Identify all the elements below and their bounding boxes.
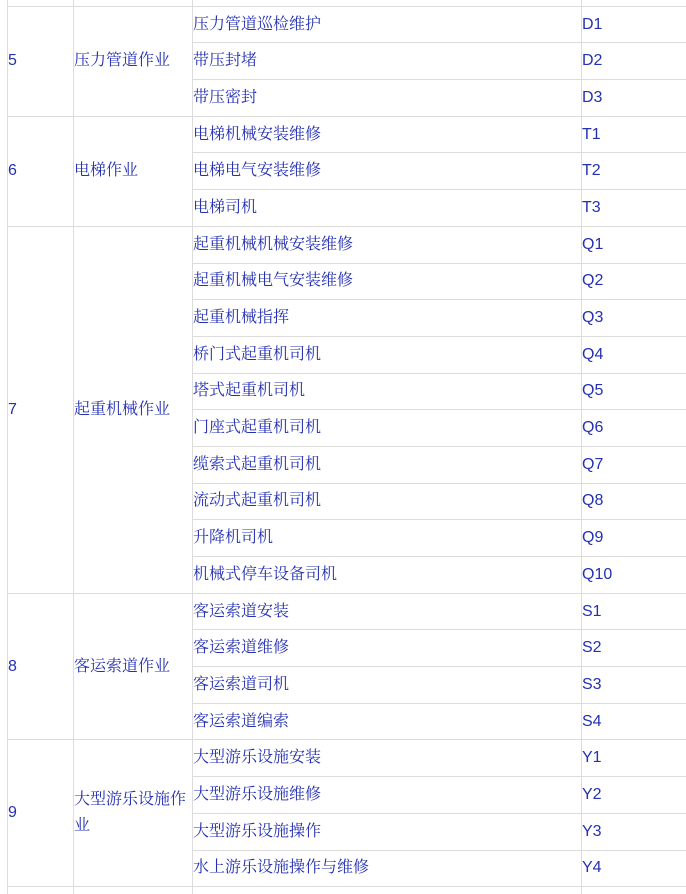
item-code-cell: D2 (582, 43, 686, 80)
item-code-cell: D3 (582, 80, 686, 117)
item-code-cell: Q6 (582, 410, 686, 447)
item-code-cell: S2 (582, 630, 686, 667)
table-row (8, 6, 686, 43)
item-code-cell (582, 887, 686, 894)
item-name-cell: 门座式起重机司机 (193, 410, 582, 447)
item-name-cell: 客运索道编索 (193, 703, 582, 740)
item-name-cell: 升降机司机 (193, 520, 582, 557)
row-number-cell: 6 (8, 116, 74, 226)
item-code-cell: Q5 (582, 373, 686, 410)
item-code-cell: Q2 (582, 263, 686, 300)
row-number-cell: 8 (8, 593, 74, 740)
item-code-cell: T2 (582, 153, 686, 190)
item-code-cell: D1 (582, 6, 686, 43)
item-code-cell: Q1 (582, 226, 686, 263)
item-code-cell: Q8 (582, 483, 686, 520)
item-name-cell: 起重机械指挥 (193, 300, 582, 337)
item-name-cell: 起重机械电气安装维修 (193, 263, 582, 300)
item-code-cell: Y4 (582, 850, 686, 887)
item-name-cell: 客运索道司机 (193, 667, 582, 704)
row-number-cell (8, 887, 74, 894)
table-row (8, 226, 686, 263)
category-cell: 起重机械作业 (74, 226, 193, 593)
item-name-cell: 带压密封 (193, 80, 582, 117)
table-row (8, 740, 686, 777)
category-cell: 客运索道作业 (74, 593, 193, 740)
table-row (8, 593, 686, 630)
item-code-cell: Q4 (582, 336, 686, 373)
item-code-cell: Q10 (582, 557, 686, 594)
item-code-cell: Q3 (582, 300, 686, 337)
item-name-cell: 客运索道安装 (193, 593, 582, 630)
item-code-cell: Y2 (582, 777, 686, 814)
item-code-cell: S4 (582, 703, 686, 740)
item-name-cell: 电梯司机 (193, 190, 582, 227)
item-name-cell: 电梯机械安装维修 (193, 116, 582, 153)
item-code-cell: Q9 (582, 520, 686, 557)
item-name-cell (193, 887, 582, 894)
item-code-cell: Y1 (582, 740, 686, 777)
row-number-cell: 7 (8, 226, 74, 593)
item-name-cell: 桥门式起重机司机 (193, 336, 582, 373)
item-name-cell: 大型游乐设施安装 (193, 740, 582, 777)
item-name-cell: 起重机械机械安装维修 (193, 226, 582, 263)
item-name-cell: 大型游乐设施维修 (193, 777, 582, 814)
category-cell (74, 887, 193, 894)
item-code-cell: T3 (582, 190, 686, 227)
partial-row-bottom (8, 887, 686, 894)
category-cell: 大型游乐设施作业 (74, 740, 193, 887)
item-name-cell: 塔式起重机司机 (193, 373, 582, 410)
item-name-cell: 电梯电气安装维修 (193, 153, 582, 190)
item-code-cell: T1 (582, 116, 686, 153)
item-name-cell: 客运索道维修 (193, 630, 582, 667)
item-code-cell: Y3 (582, 813, 686, 850)
special-operations-table (7, 0, 686, 894)
item-name-cell: 水上游乐设施操作与维修 (193, 850, 582, 887)
table-row (8, 116, 686, 153)
item-name-cell: 带压封堵 (193, 43, 582, 80)
item-code-cell: S1 (582, 593, 686, 630)
row-number-cell: 9 (8, 740, 74, 887)
item-name-cell: 大型游乐设施操作 (193, 813, 582, 850)
item-code-cell: Q7 (582, 446, 686, 483)
item-code-cell: S3 (582, 667, 686, 704)
item-name-cell: 缆索式起重机司机 (193, 446, 582, 483)
row-number-cell: 5 (8, 6, 74, 116)
category-cell: 压力管道作业 (74, 6, 193, 116)
item-name-cell: 压力管道巡检维护 (193, 6, 582, 43)
item-name-cell: 流动式起重机司机 (193, 483, 582, 520)
special-operations-table-body (8, 0, 686, 894)
category-cell: 电梯作业 (74, 116, 193, 226)
item-name-cell: 机械式停车设备司机 (193, 557, 582, 594)
